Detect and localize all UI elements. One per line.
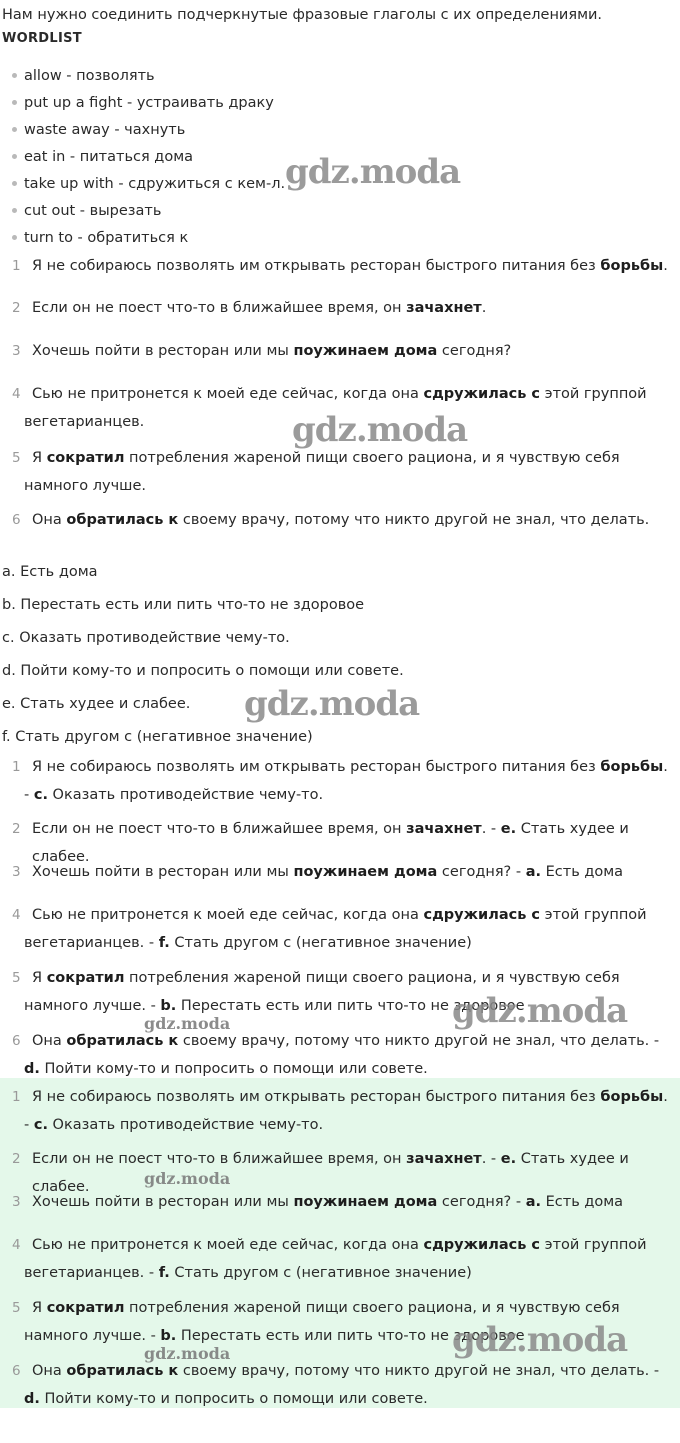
bullet-icon bbox=[12, 208, 17, 213]
wordlist bbox=[12, 67, 285, 256]
answer-item: 5 Я сократил потребления жареной пищи своего рациона, и я чувствую себя намного лучше. - b. Перестать есть или пить что-то не здоровое bbox=[12, 970, 620, 1014]
watermark: gdz.moda bbox=[452, 991, 628, 1031]
definition-item: b. Перестать есть или пить что-то не здоровое bbox=[2, 597, 365, 613]
bullet-icon bbox=[12, 73, 17, 78]
answer-item: 1 Я не собираюсь позволять им открывать ресторан быстрого питания без борьбы. - c. Оказать противодействие чему-то. bbox=[12, 759, 668, 803]
sentence-item: 3 Хочешь пойти в ресторан или мы поужинаем дома сегодня? bbox=[12, 343, 512, 359]
wordlist-item: allow - позволять bbox=[12, 67, 285, 94]
wordlist-item: put up a fight - устраивать драку bbox=[12, 94, 285, 121]
wordlist-item: cut out - вырезать bbox=[12, 202, 285, 229]
definition-item: c. Оказать противодействие чему-то. bbox=[2, 630, 290, 646]
answer-item: 4 Сью не притронется к моей еде сейчас, когда она сдружилась с этой группой вегетарианцев. - f. Стать другом с (негативное значение) bbox=[12, 907, 647, 951]
definition-item: a. Есть дома bbox=[2, 564, 98, 580]
answer-item: 3 Хочешь пойти в ресторан или мы поужинаем дома сегодня? - a. Есть дома bbox=[12, 864, 624, 880]
watermark: gdz.moda bbox=[292, 410, 468, 450]
definition-item: f. Стать другом с (негативное значение) bbox=[2, 729, 313, 745]
sentence-item: 5 Я сократил потребления жареной пищи своего рациона, и я чувствую себя намного лучше. bbox=[12, 450, 620, 494]
answer-item: 2 Если он не поест что-то в ближайшее время, он зачахнет. - e. Стать худее и слабее. bbox=[12, 821, 629, 865]
watermark: gdz.moda bbox=[144, 1169, 231, 1188]
wordlist-item: waste away - чахнуть bbox=[12, 121, 285, 148]
sentence-item: 1 Я не собираюсь позволять им открывать ресторан быстрого питания без борьбы. bbox=[12, 258, 668, 274]
bullet-icon bbox=[12, 154, 17, 159]
sentence-item: 4 Сью не притронется к моей еде сейчас, когда она сдружилась с этой группой вегетарианцев. bbox=[12, 386, 647, 430]
sentence-item: 2 Если он не поест что-то в ближайшее время, он зачахнет. bbox=[12, 300, 487, 316]
watermark: gdz.moda bbox=[244, 684, 420, 724]
intro-text: Нам нужно соединить подчеркнутые фразовые глаголы с их определениями. bbox=[2, 7, 603, 23]
answer-item: 3 Хочешь пойти в ресторан или мы поужинаем дома сегодня? - a. Есть дома bbox=[12, 1194, 624, 1210]
sentence-item: 6 Она обратилась к своему врачу, потому что никто другой не знал, что делать. bbox=[12, 512, 650, 528]
bullet-icon bbox=[12, 100, 17, 105]
watermark: gdz.moda bbox=[452, 1320, 628, 1360]
bullet-icon bbox=[12, 181, 17, 186]
wordlist-item: eat in - питаться дома bbox=[12, 148, 285, 175]
answer-item: 2 Если он не поест что-то в ближайшее время, он зачахнет. - e. Стать худее и слабее. bbox=[12, 1151, 629, 1195]
definition-item: d. Пойти кому-то и попросить о помощи или совете. bbox=[2, 663, 404, 679]
watermark: gdz.moda bbox=[144, 1344, 231, 1363]
answer-item: 6 Она обратилась к своему врачу, потому что никто другой не знал, что делать. - d. Пойти кому-то и попросить о помощи или совете. bbox=[12, 1363, 660, 1407]
answer-item: 4 Сью не притронется к моей еде сейчас, когда она сдружилась с этой группой вегетарианцев. - f. Стать другом с (негативное значение) bbox=[12, 1237, 647, 1281]
wordlist-item: turn to - обратиться к bbox=[12, 229, 285, 256]
wordlist-title: WORDLIST bbox=[2, 31, 82, 46]
bullet-icon bbox=[12, 235, 17, 240]
answer-item: 1 Я не собираюсь позволять им открывать ресторан быстрого питания без борьбы. - c. Оказать противодействие чему-то. bbox=[12, 1089, 668, 1133]
wordlist-item: take up with - сдружиться с кем-л. bbox=[12, 175, 285, 202]
answer-item: 5 Я сократил потребления жареной пищи своего рациона, и я чувствую себя намного лучше. - b. Перестать есть или пить что-то не здоровое bbox=[12, 1300, 620, 1344]
watermark: gdz.moda bbox=[144, 1014, 231, 1033]
bullet-icon bbox=[12, 127, 17, 132]
answer-item: 6 Она обратилась к своему врачу, потому что никто другой не знал, что делать. - d. Пойти кому-то и попросить о помощи или совете. bbox=[12, 1033, 660, 1077]
watermark: gdz.moda bbox=[285, 152, 461, 192]
definition-item: e. Стать худее и слабее. bbox=[2, 696, 191, 712]
